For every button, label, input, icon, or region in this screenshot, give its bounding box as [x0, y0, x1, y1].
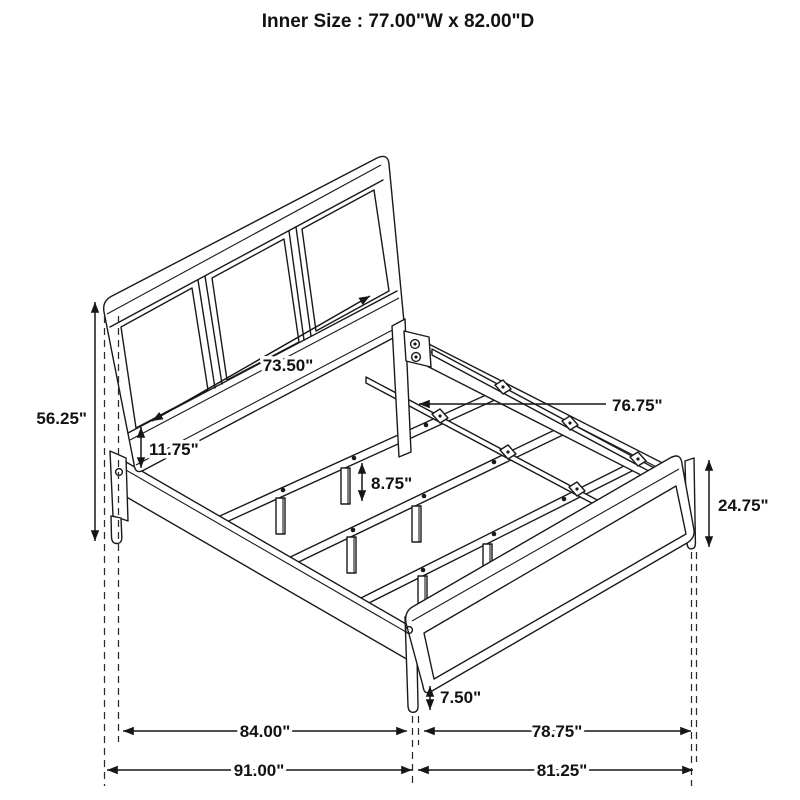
screw-dot: [492, 532, 497, 537]
screw-dot: [492, 460, 497, 465]
dim-label: 91.00": [233, 761, 285, 780]
screw-dot: [421, 568, 426, 573]
dim-footboard-clearance: [430, 686, 481, 710]
dim-label: 81.25": [536, 761, 588, 780]
dim-footboard-inner-span: [424, 722, 691, 741]
diagram-title: Inner Size : 77.00"W x 82.00"D: [261, 11, 535, 32]
headboard-frame: [104, 156, 404, 471]
screw-dot: [281, 488, 286, 493]
left-side-rail: [123, 462, 413, 661]
dim-label: 76.75": [612, 396, 663, 415]
dim-label: 73.50": [262, 356, 314, 375]
support-leg: [276, 498, 285, 534]
dim-label: 7.50": [440, 688, 482, 707]
dim-label: 8.75": [371, 474, 413, 493]
dim-headboard-height: [36, 302, 95, 541]
screw-dot: [562, 497, 567, 502]
screw-dot: [351, 528, 356, 533]
dim-footboard-height: [709, 460, 769, 547]
support-leg: [412, 506, 421, 542]
dim-inner-rail-span: [123, 722, 407, 741]
dim-label: 11.75": [149, 440, 199, 459]
headboard-left-leg: [111, 516, 122, 544]
dim-overall-width-foot: [418, 761, 693, 780]
footboard: [405, 456, 695, 712]
dim-label: 56.25": [36, 409, 87, 428]
dim-label: 24.75": [718, 496, 769, 515]
dim-label: 78.75": [531, 722, 583, 741]
dim-overall-depth: [107, 761, 412, 780]
support-leg: [347, 537, 356, 573]
screw-dot: [424, 423, 429, 428]
support-leg: [341, 468, 350, 504]
footboard-panel: [406, 456, 694, 693]
screw-dot: [352, 456, 357, 461]
screw-dot: [422, 494, 427, 499]
dim-support-leg-height: [362, 463, 412, 501]
dim-label: 84.00": [239, 722, 291, 741]
